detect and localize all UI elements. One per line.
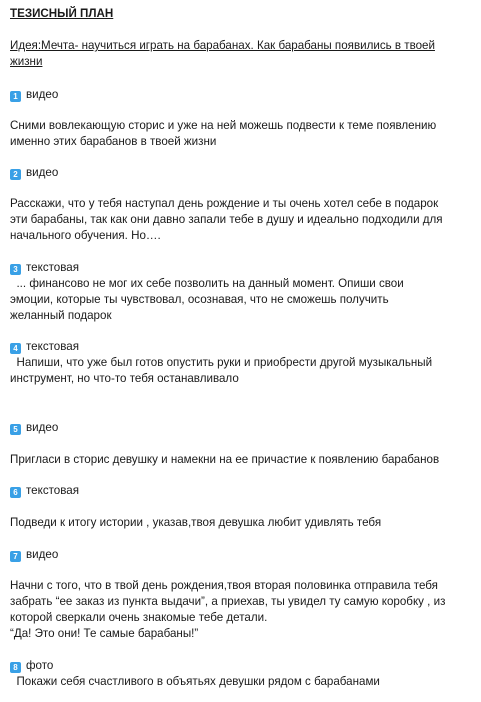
step-4-header: [10, 339, 79, 355]
step-type: видео: [26, 421, 59, 434]
step-7-text-line: Начни с того, что в твой день рождения,твоя вторая половинка отправила тебя: [10, 579, 438, 592]
step-number-badge: 1: [10, 91, 21, 102]
step-number-badge: 8: [10, 662, 21, 673]
step-number-badge: 5: [10, 424, 21, 435]
step-7-text-line: забрать “ее заказ из пункта выдачи”, а приехав, ты увидел ту самую коробку , из: [10, 595, 446, 608]
step-4-text-line: инструмент, но что-то тебя останавливало: [10, 372, 239, 385]
step-6-header: [10, 483, 79, 499]
step-5-header: [10, 420, 58, 436]
step-6-text-line: Подведи к итогу истории , указав,твоя девушка любит удивлять тебя: [10, 516, 382, 529]
step-type: текстовая: [26, 261, 80, 274]
step-number-badge: 2: [10, 169, 21, 180]
step-2-text-line: эти барабаны, так как они давно запали тебе в душу и идеально подходили для: [10, 213, 443, 226]
step-type: текстовая: [26, 340, 80, 353]
step-2-text-line: начального обучения. Но….: [10, 229, 161, 242]
step-number-badge: 3: [10, 264, 21, 275]
idea-line-2: жизни: [10, 55, 43, 68]
step-3-text-line: ... финансово не мог их себе позволить на данный момент. Опиши свои: [10, 277, 404, 290]
step-7-header: [10, 547, 58, 563]
step-4-text-line: Напиши, что уже был готов опустить руки и приобрести другой музыкальный: [10, 356, 433, 369]
step-type: видео: [26, 88, 59, 101]
step-8-header: [10, 658, 53, 674]
idea-line-1: Идея:Мечта- научиться играть на барабанах. Как барабаны появились в твоей: [10, 39, 435, 52]
step-7-text-line: которой сверкали очень знакомые тебе детали.: [10, 611, 268, 624]
step-type: текстовая: [26, 484, 80, 497]
step-5-text-line: Пригласи в сторис девушку и намекни на ее причастие к появлению барабанов: [10, 453, 440, 466]
step-number-badge: 6: [10, 487, 21, 498]
step-2-text-line: Расскажи, что у тебя наступал день рождение и ты очень хотел себе в подарок: [10, 197, 439, 210]
doc-title: ТЕЗИСНЫЙ ПЛАН: [10, 7, 114, 20]
step-number-badge: 7: [10, 551, 21, 562]
step-type: фото: [26, 659, 54, 672]
step-type: видео: [26, 166, 59, 179]
step-1-text-line: именно этих барабанов в твоей жизни: [10, 135, 217, 148]
step-2-header: [10, 165, 58, 181]
step-7-text-line: “Да! Это они! Те самые барабаны!”: [10, 627, 199, 640]
step-8-text-line: Покажи себя счастливого в объятьях девушки рядом с барабанами: [10, 675, 380, 688]
step-1-header: [10, 87, 58, 103]
step-number-badge: 4: [10, 343, 21, 354]
step-1-text-line: Сними вовлекающую сторис и уже на ней можешь подвести к теме появлению: [10, 119, 437, 132]
step-3-text-line: желанный подарок: [10, 309, 112, 322]
step-3-header: [10, 260, 79, 276]
step-type: видео: [26, 548, 59, 561]
step-3-text-line: эмоции, которые ты чувствовал, осознавая, что не сможешь получить: [10, 293, 389, 306]
